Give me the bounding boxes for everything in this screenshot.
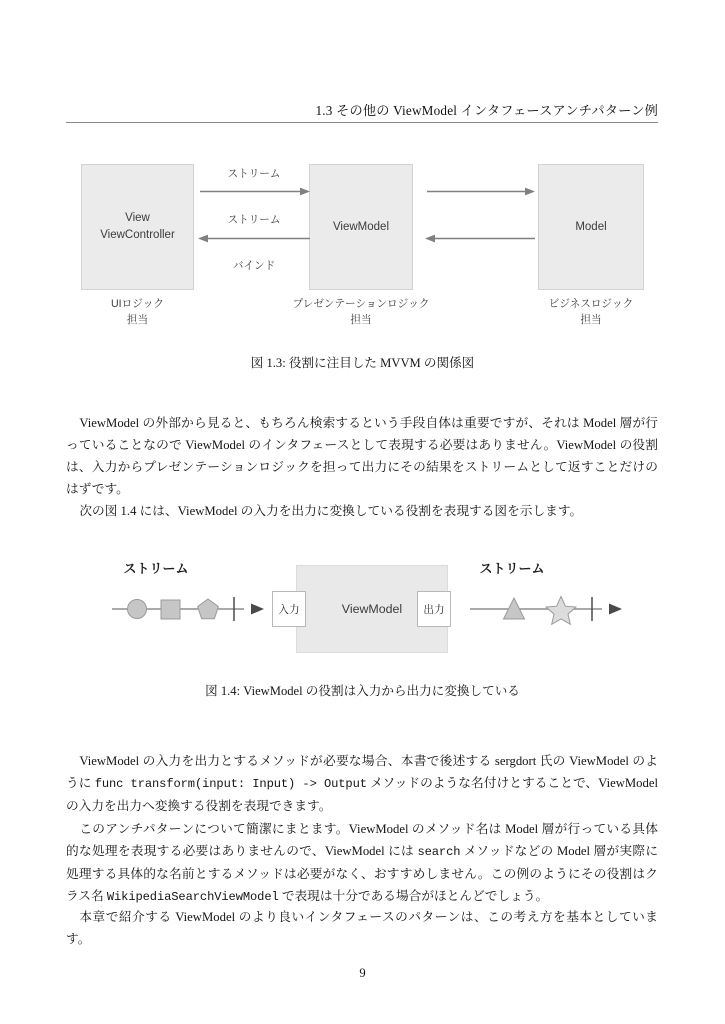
- paragraph-4-text-c: で表現は十分である場合がほとんどでしょう。: [278, 889, 549, 904]
- role-label-presentation: [281, 296, 441, 329]
- figure-1-4-caption: 図 1.4: ViewModel の役割は入力から出力に変換している: [205, 684, 520, 698]
- paragraph-1: ViewModel の外部から見ると、もちろん検索するという手段自体は重要ですが、それは Model 層が行っていることなので ViewModel のインタフェースとして表現する必要はありません。ViewModel の役割は、入力からプレゼンテーションロジックを担って出力にその結果をストリームとして返すことだけのはずです。: [66, 416, 658, 497]
- code-transform-signature: func transform(input: Input) -> Output: [94, 777, 367, 792]
- stream-label-right: ストリーム: [479, 561, 545, 576]
- code-wikipedia-search-viewmodel: WikipediaSearchViewModel: [106, 890, 279, 905]
- stream-label-left: ストリーム: [123, 561, 189, 576]
- role-business-line1: ビジネスロジック: [548, 298, 634, 310]
- stream-marble-left: [112, 592, 264, 626]
- paragraph-5: 本章で紹介する ViewModel のより良いインタフェースのパターンは、この考え方を基本としています。: [66, 910, 658, 947]
- paragraph-2: 次の図 1.4 には、ViewModel の入力を出力に変換している役割を表現する図を示します。: [79, 504, 583, 518]
- role-label-business: [530, 296, 652, 329]
- diagram-box-viewmodel: [309, 164, 413, 290]
- role-ui-line1: UIロジック: [111, 298, 164, 310]
- paragraph-3-text-b: メソッドのような名付けとすることで、ViewModel の入力を出力へ変換する役割を表現できます。: [66, 776, 659, 814]
- page-number: 9: [359, 966, 366, 980]
- paragraph-4-text-b: メソッドなどの Model 層が実際に処理する具体的な名前とするメソッドは必要がなく、おすすめしません。この例のようにその役割はクラス名: [66, 844, 659, 904]
- input-port-label: 入力: [278, 603, 300, 616]
- diagram-box-view: [81, 164, 194, 290]
- arrow-left-viewmodel-to-view: [198, 234, 310, 243]
- running-head: 1.3 その他の ViewModel インタフェースアンチパターン例: [315, 103, 658, 118]
- paragraph-4: [66, 818, 658, 908]
- code-search-method: search: [417, 845, 461, 860]
- diagram-box-model: [538, 164, 644, 290]
- figure-1-3-caption: 図 1.3: 役割に注目した MVVM の関係図: [250, 356, 475, 370]
- box-view-line2: ViewController: [100, 229, 175, 241]
- vm-box-label: ViewModel: [341, 602, 403, 616]
- paragraph-3: [66, 750, 658, 817]
- role-business-line2: 担当: [580, 314, 602, 327]
- box-model-label: Model: [575, 220, 607, 233]
- header-rule: [66, 122, 658, 123]
- box-viewmodel-label: ViewModel: [332, 220, 390, 233]
- paragraph-3-text-a: ViewModel の入力を出力とするメソッドが必要な場合、本書で後述する sergdort 氏の ViewModel のように: [66, 754, 658, 791]
- role-label-ui: [81, 296, 194, 329]
- input-port-box: [272, 591, 306, 627]
- arrow-label-bind: バインド: [232, 260, 276, 272]
- arrow-label-stream-top: ストリーム: [227, 168, 281, 180]
- output-port-box: [417, 591, 451, 627]
- output-port-label: 出力: [423, 603, 445, 616]
- arrow-right-view-to-viewmodel: [200, 187, 310, 196]
- box-view-line1: View: [125, 212, 150, 225]
- arrow-right-viewmodel-to-model: [427, 187, 535, 196]
- figure-1-4: [0, 552, 725, 712]
- paragraph-4-text-a: このアンチパターンについて簡潔にまとます。ViewModel のメソッド名は Model 層が行っている具体的な処理を表現する必要はありませんので、ViewModel には: [66, 822, 658, 859]
- arrow-label-stream-middle: ストリーム: [227, 214, 281, 226]
- stream-marble-right: [470, 592, 622, 626]
- role-presentation-line1: プレゼンテーションロジック: [292, 298, 430, 310]
- role-ui-line2: 担当: [126, 314, 149, 327]
- figure-1-3: [0, 150, 725, 380]
- arrow-left-model-to-viewmodel: [425, 234, 535, 243]
- diagram-box-view-label: [100, 210, 175, 243]
- role-presentation-line2: 担当: [350, 314, 372, 327]
